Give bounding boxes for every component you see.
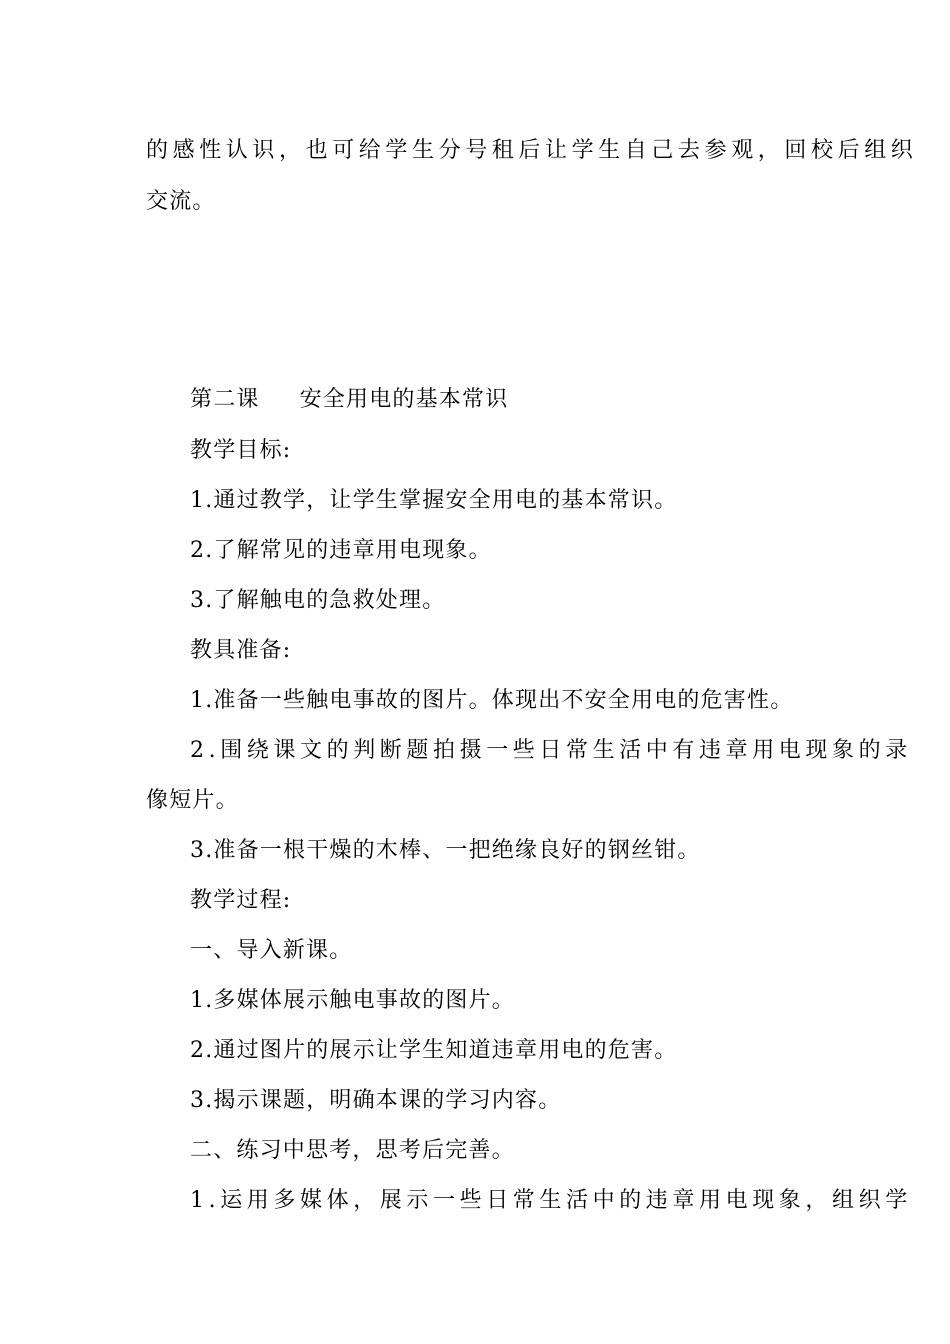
section2-heading: 二、练习中思考，思考后完善。 [190,1138,515,1163]
material-item-1: 1.准备一些触电事故的图片。体现出不安全用电的危害性。 [190,688,794,713]
section2-item-1: 1.运用多媒体，展示一些日常生活中的违章用电现象，组织学 [190,1188,912,1213]
section1-item-3: 3.揭示课题，明确本课的学习内容。 [190,1088,562,1113]
material-item-3: 3.准备一根干燥的木棒、一把绝缘良好的钢丝钳。 [190,838,701,863]
materials-heading: 教具准备: [190,638,292,663]
lesson-title-number: 第二课 [190,387,260,412]
process-heading: 教学过程: [190,888,292,913]
objectives-heading: 教学目标: [190,438,292,463]
objective-item-3: 3.了解触电的急救处理。 [190,588,446,613]
lesson-title [190,385,508,415]
objective-item-2: 2.了解常见的违章用电现象。 [190,538,492,563]
material-item-2: 2.围绕课文的判断题拍摄一些日常生活中有违章用电现象的录 [190,738,912,763]
intro-line-1: 的感性认识，也可给学生分号租后让学生自己去参观，回校后组织 [146,138,918,163]
objective-item-1: 1.通过教学，让学生掌握安全用电的基本常识。 [190,488,678,513]
section1-item-1: 1.多媒体展示触电事故的图片。 [190,988,515,1013]
lesson-title-text: 安全用电的基本常识 [299,387,509,412]
material-item-2-continued: 像短片。 [146,788,239,813]
section1-heading: 一、导入新课。 [190,938,353,963]
intro-line-2: 交流。 [146,189,216,214]
section1-item-2: 2.通过图片的展示让学生知道违章用电的危害。 [190,1038,678,1063]
